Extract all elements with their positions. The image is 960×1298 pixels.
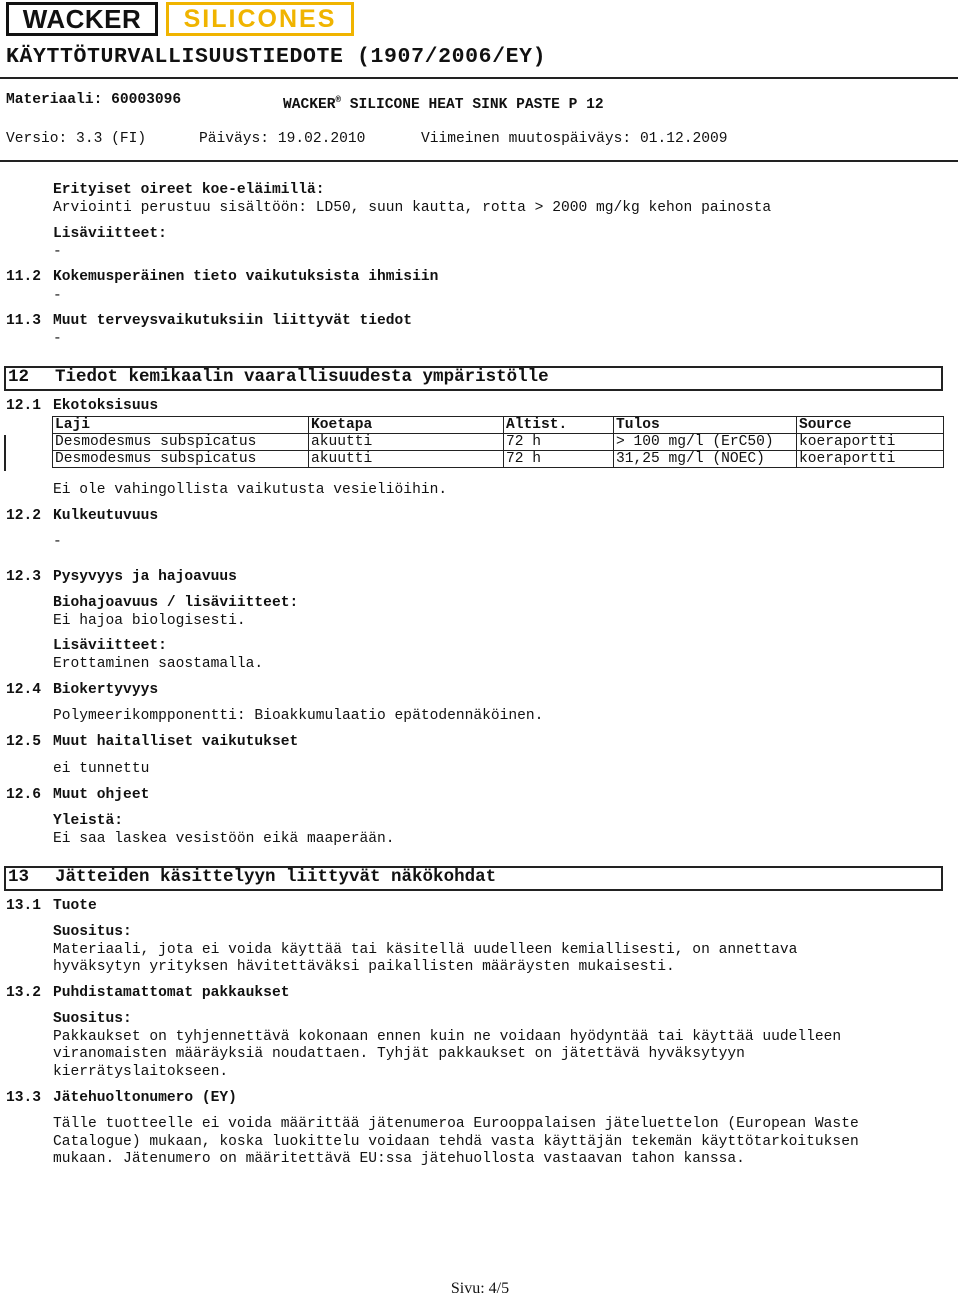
section-13-header: [4, 866, 943, 891]
section-11-3-number: 11.3: [6, 313, 42, 329]
references-heading: Lisäviitteet:: [53, 226, 167, 242]
table-cell: koeraportti: [797, 434, 944, 451]
product-brand: WACKER: [283, 96, 336, 113]
section-12-5-number: 12.5: [6, 734, 42, 750]
material-number: Materiaali: 60003096: [6, 92, 182, 108]
table-cell: 72 h: [504, 434, 614, 451]
page-number: Sivu: 4/5: [450, 1280, 510, 1297]
section-12-6-number: 12.6: [6, 787, 42, 803]
product-recommendation-heading: Suositus:: [53, 924, 132, 940]
table-header-cell: Laji: [53, 417, 309, 434]
section-12-header: [4, 366, 943, 391]
silicones-logo: SILICONES: [166, 2, 354, 36]
packaging-recommendation-heading: Suositus:: [53, 1011, 132, 1027]
section-12-title: Tiedot kemikaalin vaarallisuudesta ympäristölle: [55, 367, 549, 387]
bioaccumulation-text: Polymeerikompponentti: Bioakkumulaatio epätodennäköinen.: [53, 708, 544, 724]
ecotoxicity-table: [52, 416, 944, 468]
section-11-2-text: -: [53, 288, 62, 304]
issue-date: Päiväys: 19.02.2010: [199, 131, 366, 147]
table-row: [53, 451, 944, 468]
section-12-4-number: 12.4: [6, 682, 42, 698]
header-divider-bottom: [0, 160, 958, 162]
references-text: -: [53, 244, 62, 260]
section-12-1-number: 12.1: [6, 398, 42, 414]
table-cell: 72 h: [504, 451, 614, 468]
biodegradability-heading: Biohajoavuus / lisäviitteet:: [53, 595, 299, 611]
table-cell: Desmodesmus subspicatus: [53, 451, 309, 468]
section-12-3-number: 12.3: [6, 569, 42, 585]
section-13-1-title: Tuote: [53, 898, 97, 914]
packaging-recommendation-line-2: viranomaisten määräyksiä noudattaen. Tyhjät pakkaukset on jätettävä hyväksytyyn: [53, 1046, 745, 1062]
table-header-cell: Koetapa: [309, 417, 504, 434]
section-12-6-title: Muut ohjeet: [53, 787, 150, 803]
section-11-3-title: Muut terveysvaikutuksiin liittyvät tiedot: [53, 313, 413, 329]
section-13-title: Jätteiden käsittelyyn liittyvät näkökohdat: [55, 867, 497, 887]
general-text: Ei saa laskea vesistöön eikä maaperään.: [53, 831, 395, 847]
waste-code-line-3: mukaan. Jätenumero on määritettävä EU:ssa jätehuollosta vastaavan tahon kanssa.: [53, 1151, 745, 1167]
table-header-cell: Altist.: [504, 417, 614, 434]
product-name-line: [283, 92, 604, 114]
table-header-cell: Source: [797, 417, 944, 434]
section-13-1-number: 13.1: [6, 898, 42, 914]
section-12-2-text: -: [53, 534, 62, 550]
ecotoxicity-note: Ei ole vahingollista vaikutusta vesieliöihin.: [53, 482, 448, 498]
version-info: Versio: 3.3 (FI): [6, 131, 147, 147]
header-divider: [0, 77, 958, 79]
section-12-2-number: 12.2: [6, 508, 42, 524]
additional-info-heading: Lisäviitteet:: [53, 638, 167, 654]
section-11-2-number: 11.2: [6, 269, 42, 285]
packaging-recommendation-line-1: Pakkaukset on tyhjennettävä kokonaan ennen kuin ne voidaan hyödyntää tai käyttää uudelleen: [53, 1029, 842, 1045]
section-13-3-number: 13.3: [6, 1090, 42, 1106]
table-row: [53, 434, 944, 451]
special-symptoms-heading: Erityiset oireet koe-eläimillä:: [53, 182, 325, 198]
waste-code-line-2: Catalogue) mukaan, koska luokittelu voidaan tehdä vasta käyttäjän tekemän käyttötarkoituksen: [53, 1134, 859, 1150]
section-13-3-title: Jätehuoltonumero (EY): [53, 1090, 237, 1106]
product-recommendation-line-1: Materiaali, jota ei voida käyttää tai käsitellä uudelleen kemiallisesti, on annettava: [53, 942, 798, 958]
other-effects-text: ei tunnettu: [53, 761, 150, 777]
biodegradability-text: Ei hajoa biologisesti.: [53, 613, 246, 629]
section-11-2-title: Kokemusperäinen tieto vaikutuksista ihmisiin: [53, 269, 439, 285]
section-13-2-number: 13.2: [6, 985, 42, 1001]
section-12-4-title: Biokertyvyys: [53, 682, 159, 698]
revision-date: Viimeinen muutospäiväys: 01.12.2009: [421, 131, 728, 147]
table-cell: akuutti: [309, 434, 504, 451]
packaging-recommendation-line-3: kierrätyslaitokseen.: [53, 1064, 229, 1080]
table-header-cell: Tulos: [614, 417, 797, 434]
special-symptoms-text: Arviointi perustuu sisältöön: LD50, suun kautta, rotta > 2000 mg/kg kehon painosta: [53, 200, 772, 216]
table-cell: 31,25 mg/l (NOEC): [614, 451, 797, 468]
waste-code-line-1: Tälle tuotteelle ei voida määrittää jätenumeroa Eurooppalaisen jäteluettelon (European Waste: [53, 1116, 859, 1132]
table-header-row: [53, 417, 944, 434]
section-12-2-title: Kulkeutuvuus: [53, 508, 159, 524]
section-12-1-title: Ekotoksisuus: [53, 398, 159, 414]
additional-info-text: Erottaminen saostamalla.: [53, 656, 264, 672]
product-name: SILICONE HEAT SINK PASTE P 12: [349, 96, 604, 113]
wacker-logo: WACKER: [6, 2, 158, 36]
section-13-2-title: Puhdistamattomat pakkaukset: [53, 985, 290, 1001]
section-12-5-title: Muut haitalliset vaikutukset: [53, 734, 299, 750]
section-11-3-text: -: [53, 331, 62, 347]
section-12-3-title: Pysyvyys ja hajoavuus: [53, 569, 237, 585]
table-cell: Desmodesmus subspicatus: [53, 434, 309, 451]
table-cell: akuutti: [309, 451, 504, 468]
product-recommendation-line-2: hyväksytyn yrityksen hävitettäväksi paikallisten määräysten mukaisesti.: [53, 959, 675, 975]
section-12-number: 12: [8, 367, 30, 387]
registered-mark: ®: [335, 95, 341, 105]
section-13-number: 13: [8, 867, 30, 887]
table-cell: > 100 mg/l (ErC50): [614, 434, 797, 451]
revision-bar: [4, 435, 6, 471]
table-cell: koeraportti: [797, 451, 944, 468]
document-title: KÄYTTÖTURVALLISUUSTIEDOTE (1907/2006/EY): [6, 45, 547, 69]
general-heading: Yleistä:: [53, 813, 124, 829]
